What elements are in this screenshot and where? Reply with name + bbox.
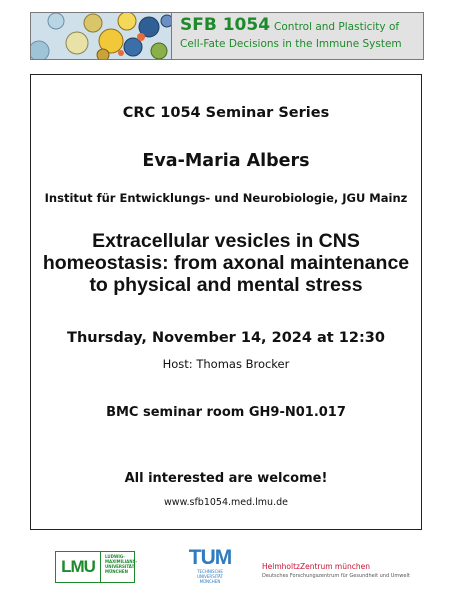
- seminar-host: Host: Thomas Brocker: [162, 357, 290, 371]
- talk-title-line: Extracellular vesicles in CNS: [92, 230, 360, 252]
- speaker-affiliation: Institut für Entwicklungs- und Neurobiologie, JGU Mainz: [44, 191, 408, 205]
- lmu-wordmark-line: UNIVERSITÄT: [105, 564, 135, 569]
- speaker-name: Eva-Maria Albers: [142, 151, 310, 171]
- tum-wordmark: [188, 569, 232, 584]
- lmu-wordmark-line: MAXIMILIANS-: [105, 559, 138, 564]
- tum-wordmark-line: TECHNISCHE: [197, 569, 223, 574]
- header-banner: [30, 12, 424, 60]
- lmu-logo: [55, 551, 138, 583]
- website-url: www.sfb1054.med.lmu.de: [164, 497, 288, 508]
- seminar-room: BMC seminar room GH9-N01.017: [106, 405, 346, 420]
- tum-wordmark-line: UNIVERSITÄT: [197, 574, 223, 579]
- tum-logo: [188, 547, 232, 584]
- tum-wordmark-line: MÜNCHEN: [199, 579, 221, 584]
- sfb-number: SFB 1054: [180, 15, 271, 35]
- sfb-title-box: [171, 13, 423, 59]
- cell-illustration: [31, 13, 171, 59]
- sfb-title-line: [180, 16, 417, 36]
- tum-mark: TUM: [188, 546, 232, 569]
- seminar-announcement: [30, 74, 422, 530]
- seminar-date: Thursday, November 14, 2024 at 12:30: [67, 330, 385, 346]
- talk-title-line: homeostasis: from axonal maintenance: [42, 252, 410, 274]
- helmholtz-logo: [262, 562, 410, 579]
- lmu-mark-text: LMU: [61, 557, 95, 576]
- lmu-wordmark: [101, 551, 138, 583]
- talk-title-line: to physical and mental stress: [89, 274, 363, 296]
- sfb-subtitle-line1: Control and Plasticity of: [274, 21, 400, 33]
- talk-title: [31, 230, 421, 296]
- seminar-series: CRC 1054 Seminar Series: [122, 105, 330, 121]
- sfb-subtitle-line2: Cell-Fate Decisions in the Immune System: [180, 37, 402, 50]
- lmu-wordmark-line: MÜNCHEN: [105, 569, 128, 574]
- lmu-wordmark-line: LUDWIG-: [105, 554, 125, 559]
- lmu-mark: [55, 551, 101, 583]
- helmholtz-name: HelmholtzZentrum münchen: [262, 562, 370, 571]
- welcome-note: All interested are welcome!: [124, 471, 328, 486]
- helmholtz-subtitle: Deutsches Forschungszentrum für Gesundheit und Umwelt: [262, 573, 410, 579]
